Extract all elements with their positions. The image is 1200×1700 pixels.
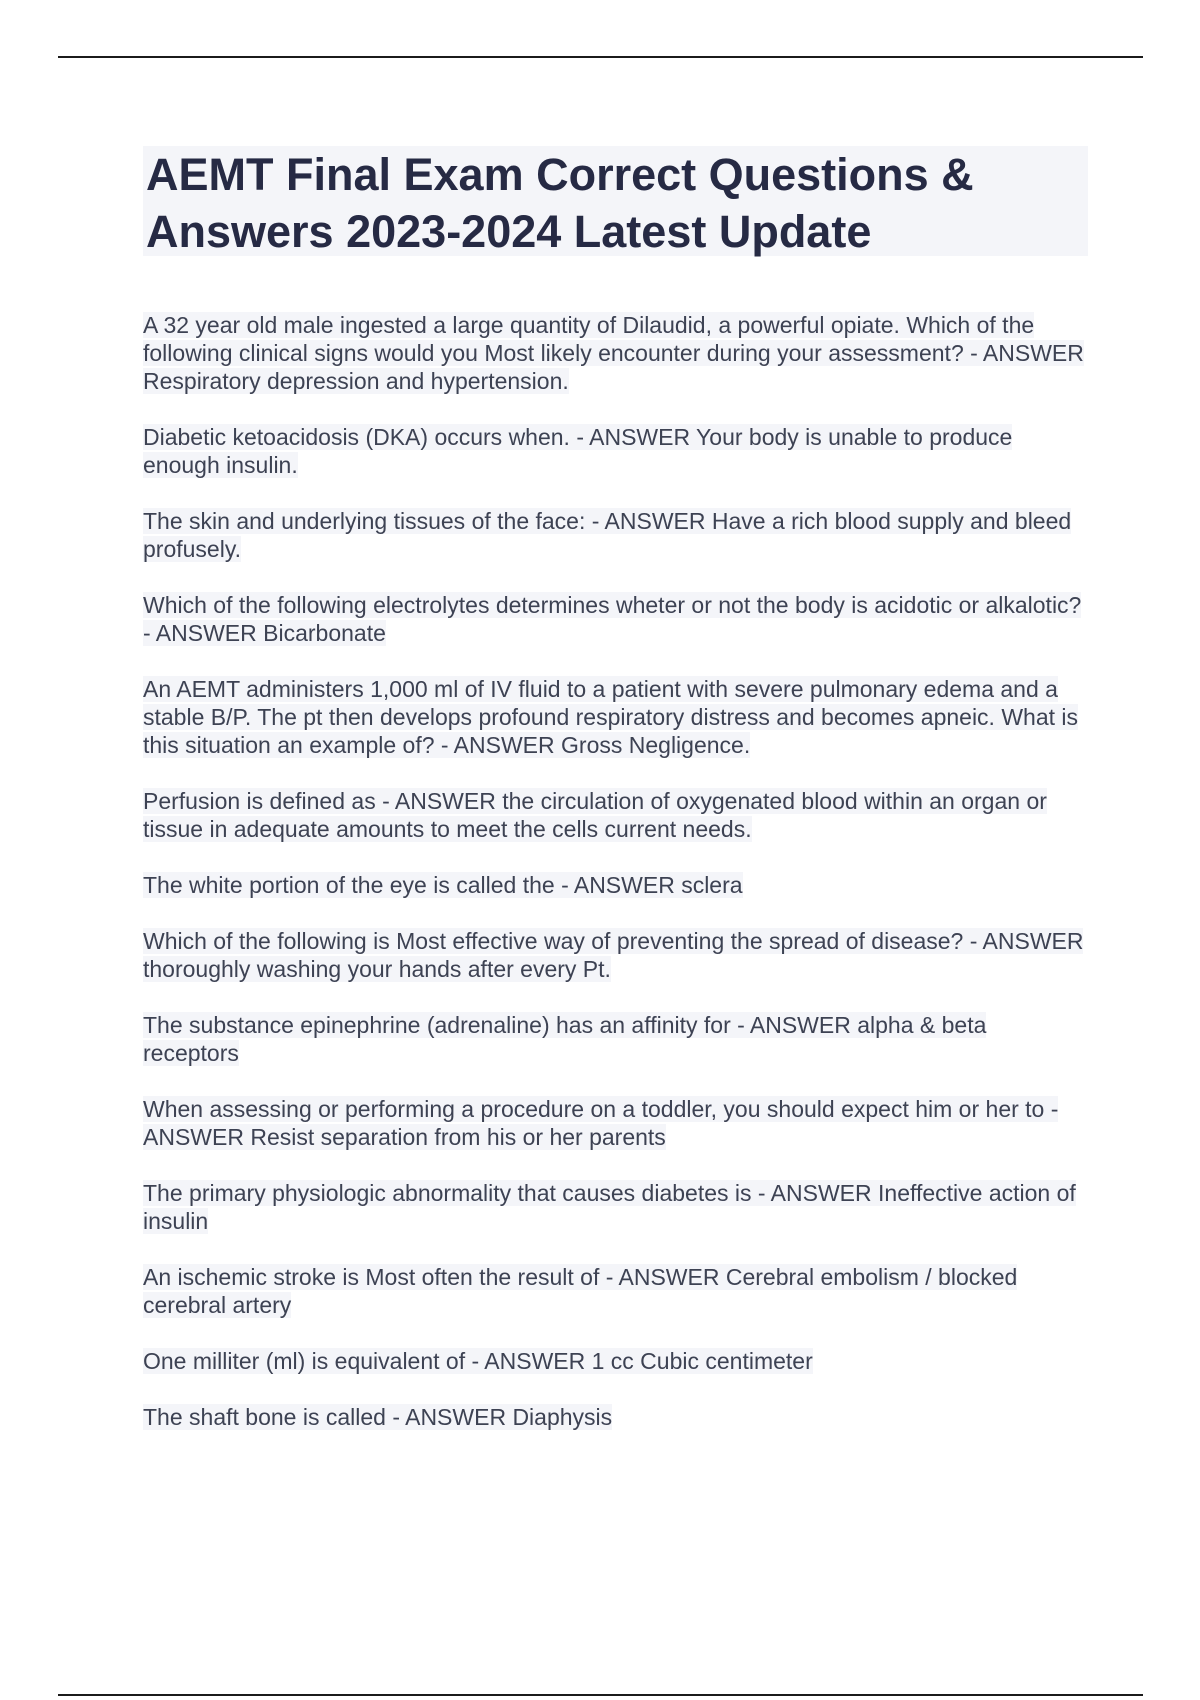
qa-text: Perfusion is defined as - ANSWER the circulation of oxygenated blood within an organ or tissue in adequate amounts to meet the cells current needs. bbox=[143, 788, 1047, 842]
qa-text: An AEMT administers 1,000 ml of IV fluid to a patient with severe pulmonary edema and a stable B/P. The pt then develops profound respiratory distress and becomes apneic. What is this situation an example of? - ANSWER Gross Negligence. bbox=[143, 676, 1079, 758]
qa-text: The primary physiologic abnormality that causes diabetes is - ANSWER Ineffective action of insulin bbox=[143, 1180, 1076, 1234]
qa-text: Which of the following electrolytes determines wheter or not the body is acidotic or alkalotic? - ANSWER Bicarbonate bbox=[143, 592, 1082, 646]
qa-list bbox=[143, 311, 1088, 1459]
footer-rule bbox=[58, 1694, 1143, 1696]
qa-item bbox=[143, 1011, 1088, 1067]
qa-item bbox=[143, 787, 1088, 843]
qa-item bbox=[143, 1179, 1088, 1235]
qa-item bbox=[143, 311, 1088, 395]
qa-text: One milliter (ml) is equivalent of - ANSWER 1 cc Cubic centimeter bbox=[143, 1348, 813, 1374]
title-block bbox=[143, 146, 1088, 256]
qa-text: An ischemic stroke is Most often the result of - ANSWER Cerebral embolism / blocked cerebral artery bbox=[143, 1264, 1018, 1318]
qa-text: The shaft bone is called - ANSWER Diaphysis bbox=[143, 1404, 613, 1430]
qa-item bbox=[143, 1095, 1088, 1151]
qa-text: The white portion of the eye is called the - ANSWER sclera bbox=[143, 872, 743, 898]
qa-item bbox=[143, 1347, 1088, 1375]
qa-text: The substance epinephrine (adrenaline) has an affinity for - ANSWER alpha & beta receptors bbox=[143, 1012, 987, 1066]
qa-text: The skin and underlying tissues of the face: - ANSWER Have a rich blood supply and bleed profusely. bbox=[143, 508, 1072, 562]
qa-item bbox=[143, 1263, 1088, 1319]
qa-item bbox=[143, 927, 1088, 983]
qa-text: Which of the following is Most effective way of preventing the spread of disease? - ANSWER thoroughly washing your hands after every Pt. bbox=[143, 928, 1084, 982]
qa-item bbox=[143, 423, 1088, 479]
qa-text: A 32 year old male ingested a large quantity of Dilaudid, a powerful opiate. Which of the following clinical signs would you Most likely encounter during your assessment? - ANSWER Respiratory depression and hypertension. bbox=[143, 312, 1084, 394]
qa-item bbox=[143, 591, 1088, 647]
qa-text: Diabetic ketoacidosis (DKA) occurs when. - ANSWER Your body is unable to produce enough insulin. bbox=[143, 424, 1013, 478]
qa-item bbox=[143, 1403, 1088, 1431]
qa-text: When assessing or performing a procedure on a toddler, you should expect him or her to - ANSWER Resist separation from his or her parents bbox=[143, 1096, 1059, 1150]
qa-item bbox=[143, 871, 1088, 899]
header-rule bbox=[58, 56, 1143, 58]
document-title: AEMT Final Exam Correct Questions & Answers 2023-2024 Latest Update bbox=[146, 149, 974, 257]
qa-item bbox=[143, 675, 1088, 759]
qa-item bbox=[143, 507, 1088, 563]
